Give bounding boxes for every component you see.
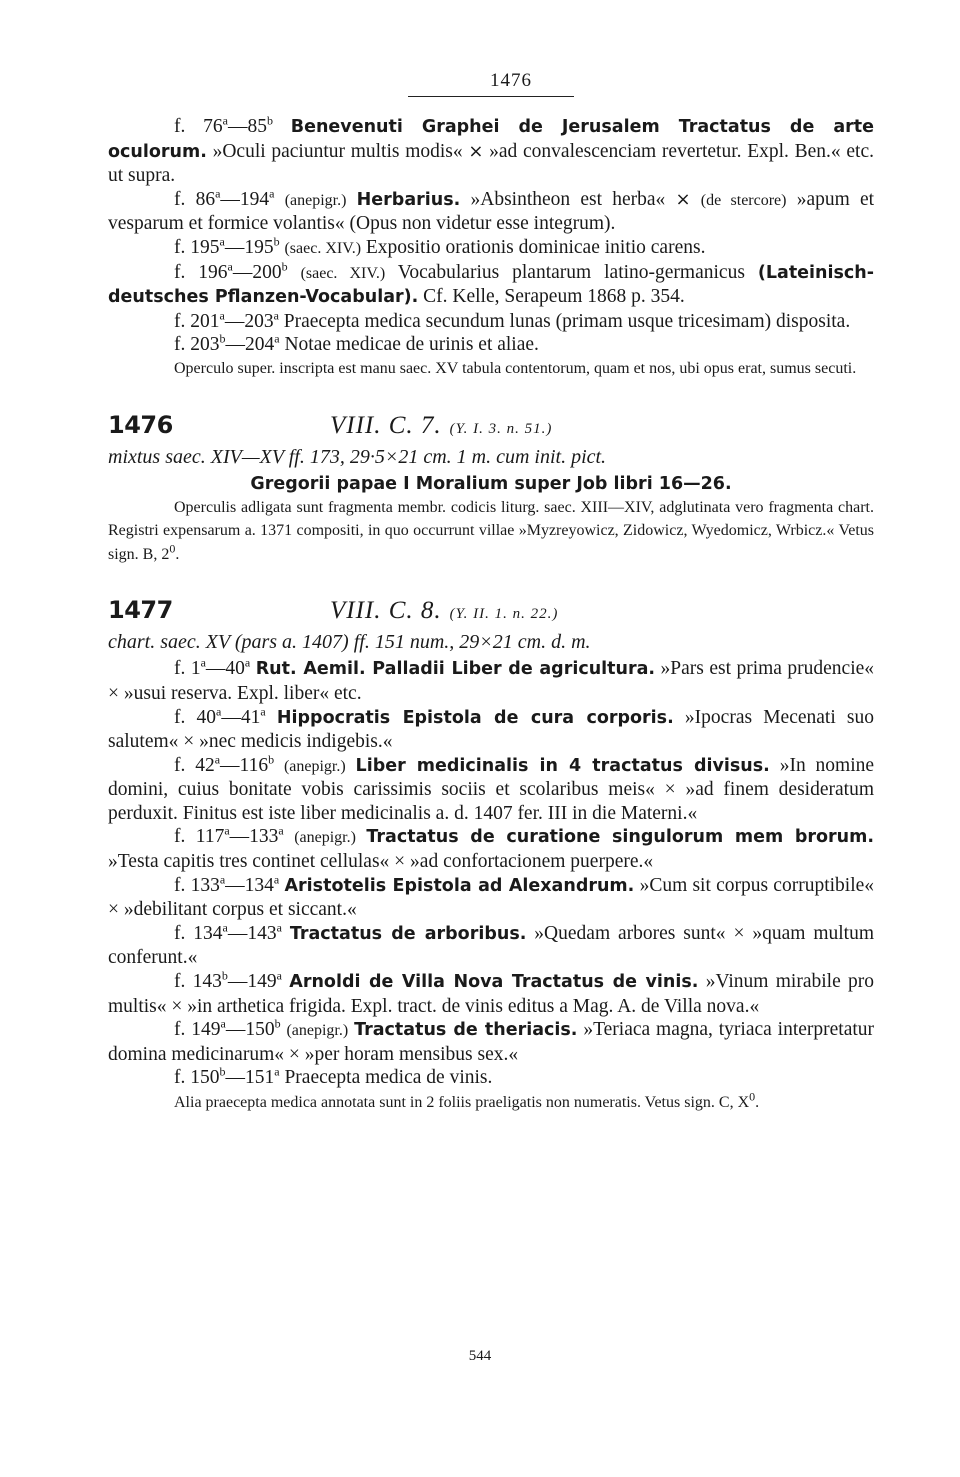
folio-ref-end: —149 [227,971,277,993]
work-desc: »Quedam arbores sunt« × »quam multum conferunt.« [108,922,874,969]
folio-ref: f. 203 [174,334,220,356]
anepigr-note: (anepigr.) [294,829,356,847]
entry-number: 1476 [108,410,173,439]
shelf-signature [330,412,552,440]
folio-ref: f. 76 [174,116,223,137]
folio-sup: b [219,1064,226,1079]
entry-1477-description: chart. saec. XV (pars a. 1407) ff. 151 num., 29×21 cm. d. m. [108,631,591,654]
omission-mark: × [675,188,691,210]
folio-sup: a [214,752,221,767]
folio-sup-end: a [260,704,266,718]
work-desc: Praecepta medica de vinis. [284,1067,493,1089]
old-location: (Y. II. 1. n. 22.) [449,606,559,623]
list-item [108,825,874,873]
work-title: (Lateinisch-deutsches Pflanzen-Vocabular). [108,262,875,308]
folio-ref-end: —143 [227,922,277,944]
work-desc: Praecepta medica secundum lunas (primam usque tricesimam) disposita. [283,310,851,332]
work-desc: »Vinum mirabile pro multis« × »in arthetica frigida. Expl. tract. de vinis editus a Mag. A. de Villa nova.« [108,971,875,1017]
work-title: Benevenuti Graphei de Jerusalem Tractatus de arte oculorum. [108,117,874,162]
list-item [108,1066,874,1091]
page [108,70,874,1115]
entry-number: 1477 [108,596,173,625]
work-desc: Vocabularius plantarum latino-germanicus [397,261,745,283]
signature-text: VIII. C. 7. [330,411,442,439]
item-203-204 [108,333,874,357]
folio-sup-end: a [269,186,275,201]
work-title: Arnoldi de Villa Nova Tractatus de vinis. [289,972,699,993]
item-76-85 [108,115,874,188]
folio-ref-end: —85 [227,116,267,137]
folio-ref: f. 1 [174,658,201,680]
incipit: »Absintheon est herba« [470,188,666,210]
folio-sup-end: b [266,113,273,128]
entry-1477-closing [108,1091,874,1115]
entry-1476-note [108,496,874,567]
work-title: Liber medicinalis in 4 tractatus divisus. [355,755,770,776]
entry-1477-items [108,657,874,1091]
folio-sup-end: a [276,920,282,935]
operculum-note: Operculo super. inscripta est manu saec. XV tabula contentorum, quam et nos, ubi opus erat, sumus secuti. [174,359,857,377]
folio-ref-end: —200 [232,261,282,283]
folio-ref-end: —151 [225,1067,275,1089]
list-item [108,922,874,970]
item-201-203 [108,310,874,334]
folio-sup-end: b [274,1016,281,1031]
list-item [108,1018,874,1066]
folio-sup-end: a [278,823,284,838]
entry-1476-description: mixtus saec. XIV—XV ff. 173, 29·5×21 cm. 1 m. cum init. pict. [108,445,607,468]
work-title: Tractatus de curatione singulorum mem brorum. [366,827,875,848]
folio-sup: a [224,823,230,838]
folio-sup-end: a [273,872,280,887]
work-title: Rut. Aemil. Palladii Liber de agricultura. [255,659,656,680]
reference: Cf. Kelle, Serapeum 1868 p. 354. [423,286,685,308]
folio-sup-end: a [273,308,279,323]
folio-ref: f. 117 [174,826,225,848]
list-item [108,874,874,922]
entry-1476-header [108,411,874,440]
folio-ref-end: —203 [224,310,274,332]
work-desc: »Pars est prima prudencie« × »usui reserva. Expl. liber« etc. [108,658,875,704]
work-desc: Expositio orationis dominicae initio carens. [365,236,706,258]
folio-sup: a [222,920,228,935]
folio-sup-end: a [274,1064,280,1079]
folio-ref: f. 40 [174,706,217,728]
work-desc: »Ipocras Mecenati suo salutem« × »nec medicis indigebis.« [108,706,875,753]
item-195 [108,236,874,261]
folio-sup: b [219,331,226,346]
work-title: Herbarius. [356,189,461,210]
entry-1477-header [108,596,874,625]
folio-ref: f. 150 [174,1067,220,1089]
folio-ref-end: —194 [220,188,270,210]
folio-ref-end: —150 [225,1019,275,1041]
folio-ref: f. 201 [174,310,220,332]
folio-sup: a [215,186,221,201]
folio-sup-end: a [276,968,282,983]
date-note: (saec. XIV.) [300,264,386,282]
folio-ref-end: —204 [225,334,275,356]
folio-ref: f. 143 [174,971,222,993]
omission-mark: × [468,140,484,162]
work-title: Tractatus de arboribus. [289,923,527,944]
header-rule [408,96,574,97]
closing-sup: 0 [749,1089,756,1104]
note: (de stercore) [700,191,787,209]
work-title: Tractatus de theriacis. [354,1020,578,1041]
folio-sup-end: b [273,234,280,249]
folio-sup: a [219,872,226,887]
work-desc: »In nomine domini, cuius bonitate vobis carissimis sociis et scolaribus meis« × »ad finem desideratum perduxit. Finitus est iste liber medicinalis a. d. 1407 fer. III in die Materni.« [108,754,875,824]
folio-ref-end: —116 [220,754,269,776]
folio-sup: a [222,113,228,128]
folio-sup-end: b [281,259,288,274]
shelf-signature [330,597,558,625]
signature-text: VIII. C. 8. [330,597,442,625]
folio-sup: a [227,259,233,274]
folio-sup-end: a [244,655,251,670]
folio-ref-end: —195 [224,236,274,258]
folio-ref: f. 86 [174,188,216,210]
item-196-200 [108,261,874,310]
anepigr-note: (anepigr.) [283,757,346,775]
closing-text: Alia praecepta medica annotata sunt in 2 foliis praeligatis non numeratis. Vetus sign. C, X [174,1094,750,1111]
work-title: Aristotelis Epistola ad Alexandrum. [284,875,635,896]
folio-sup: b [221,968,228,983]
folio-ref: f. 196 [174,261,228,283]
folio-ref: f. 195 [174,236,220,258]
folio-sup: a [200,655,206,670]
folio-sup-end: b [268,752,275,767]
item-86-194 [108,188,874,236]
anepigr-note: (anepigr.) [286,1022,349,1040]
work-desc: »Testa capitis tres continet cellulas« × »ad confortacionem puerpere.« [108,851,654,873]
folio-ref: f. 134 [174,922,223,944]
explicit: »apum et vesparum et formice volantis« (Opus non videtur esse integrum). [108,188,875,235]
folio-sup: a [220,1016,226,1031]
entry-1476-title: Gregorii papae I Moralium super Job libri 16—26. [250,473,732,494]
note-sup: 0 [169,541,176,556]
note-end: . [175,545,180,563]
note-text: Operculis adligata sunt fragmenta membr. codicis liturg. saec. XIII—XIV, adglutinata vero fragmenta chart. Registri expensarum a. 1371 compositi, in quo occurrunt villae »Myzreyowicz, Zidowicz, Wyedomicz, Wrbicz.« Vetus sign. B, 2 [108,498,874,563]
work-desc: Notae medicae de urinis et aliae. [284,334,539,356]
folio-ref: f. 42 [174,754,215,776]
folio-ref: f. 133 [174,874,220,896]
folio-ref-end: —40 [205,658,245,680]
folio-sup: a [219,308,225,323]
folio-ref: f. 149 [174,1019,221,1041]
list-item [108,657,874,705]
folio-ref-end: —41 [221,706,261,728]
work-title: Hippocratis Epistola de cura corporis. [276,707,674,728]
running-header: 1476 [490,70,532,91]
closing-end: . [755,1094,760,1111]
work-desc: »Cum sit corpus corruptibile« × »debilitant corpus et siccant.« [108,874,875,921]
folio-sup: a [219,234,225,249]
folio-ref-end: —134 [225,874,274,896]
list-item [108,754,874,826]
incipit: »Oculi paciuntur multis modis« [212,140,463,162]
work-desc: »Teriaca magna, tyriaca interpretatur domina medicinarum« × »per horam mensibus sex.« [108,1019,875,1065]
date-note: (saec. XIV.) [284,239,362,257]
folio-sup-end: a [274,331,280,346]
list-item [108,970,874,1018]
folio-sup: a [216,704,222,718]
page-footer: 544 [468,1348,492,1364]
anepigr-note: (anepigr.) [284,191,347,209]
explicit: »ad convalescenciam revertetur. Expl. Ben.« etc. ut supra. [108,140,874,187]
folio-ref-end: —133 [229,826,279,848]
old-location: (Y. I. 3. n. 51.) [449,420,553,437]
list-item [108,706,874,754]
